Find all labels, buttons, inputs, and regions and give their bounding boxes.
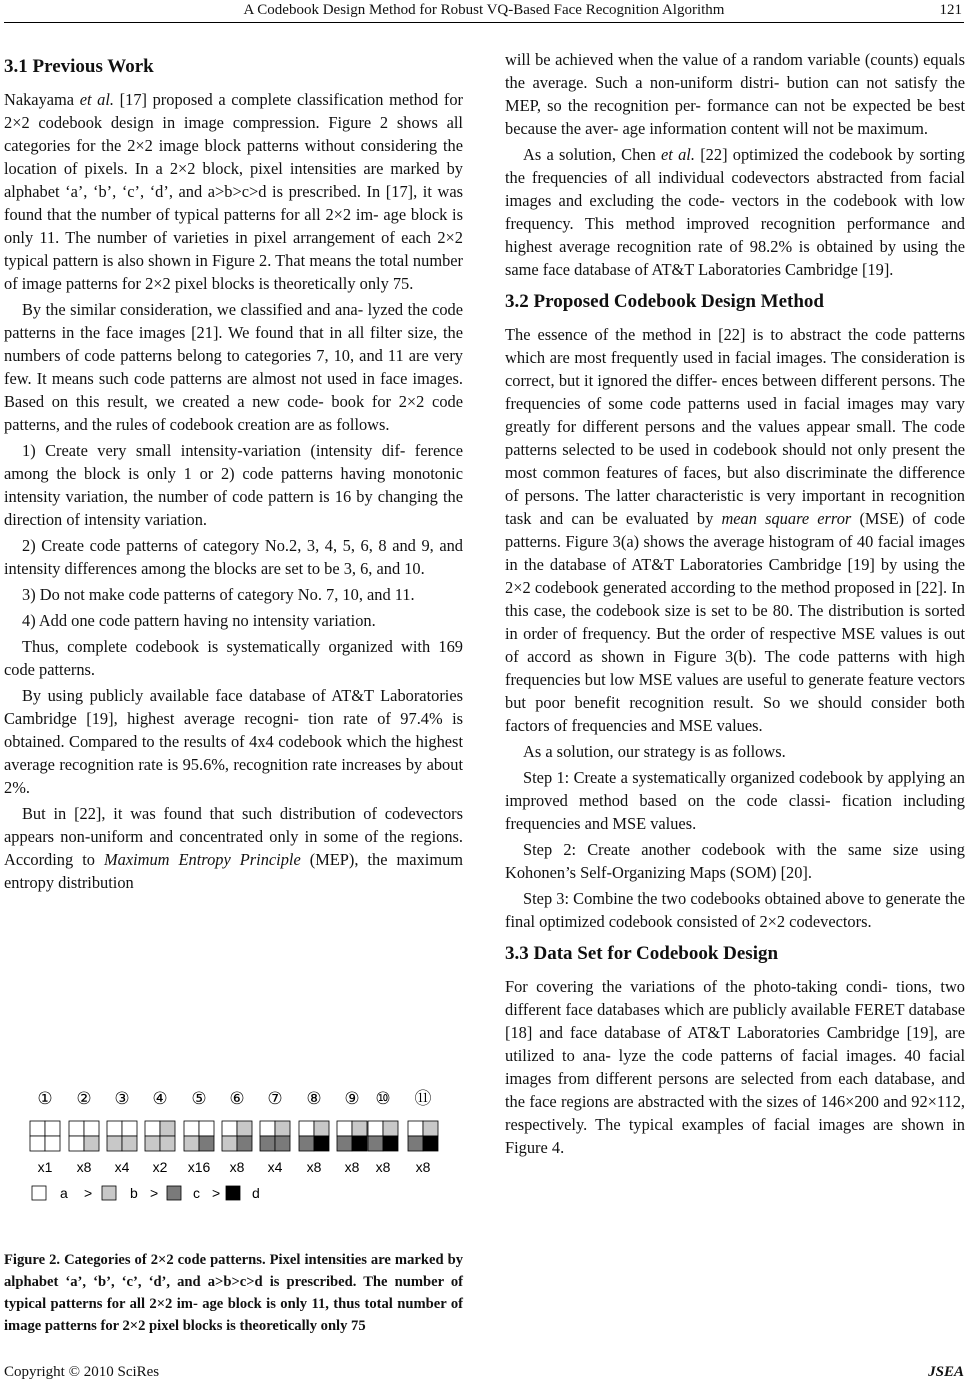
pattern-cell (423, 1136, 438, 1151)
running-title: A Codebook Design Method for Robust VQ-Based Face Recognition Algorithm (243, 2, 725, 18)
legend-swatch (32, 1186, 46, 1200)
pattern-cell (69, 1121, 84, 1136)
pattern-categories-figure (4, 1080, 463, 1230)
page-number: 121 (939, 2, 962, 18)
legend-swatch (102, 1186, 116, 1200)
right-column (505, 48, 965, 1162)
legend-label: b (130, 1185, 138, 1201)
paragraph: Thus, complete codebook is systematically organized with 169 code patterns. (4, 637, 463, 679)
pattern-cell (275, 1121, 290, 1136)
paragraph: Step 1: Create a systematically organized codebook by applying an improved method based on the code classi- fication including frequencies and MSE values. (505, 768, 965, 833)
pattern-cell (122, 1136, 137, 1151)
figure-2-caption: Figure 2. Categories of 2×2 code patterns. Pixel intensities are marked by alphabet ‘a’, ‘b’, ‘c’, ‘d’, and a>b>c>d is prescribed. The number of typical patterns for all 2×2 im- age block is only 11, thus total number of image patterns for 2×2 pixel blocks is theoretically only 75 (4, 1252, 463, 1334)
pattern-cell (69, 1136, 84, 1151)
pattern-cell (145, 1136, 160, 1151)
pattern-cell (237, 1121, 252, 1136)
legend-label: c (193, 1185, 200, 1201)
pattern-count: x8 (344, 1159, 360, 1175)
pattern-cell (84, 1136, 99, 1151)
pattern-cell (260, 1136, 275, 1151)
pattern-cell (184, 1136, 199, 1151)
category-number: ② (76, 1089, 92, 1109)
pattern-cell (275, 1136, 290, 1151)
paragraph: By the similar consideration, we classified and ana- lyzed the code patterns in the face images [21]. We found that in all filter size, the numbers of code patterns belong to categories 7, 10, and 11 are very few. It means such code patterns are almost not used in face images. Based on this result, we created a new code- book for 2×2 code patterns, and the rules of codebook creation are as follows. (4, 300, 463, 434)
category-number: ⑦ (267, 1089, 283, 1109)
pattern-cell (145, 1121, 160, 1136)
legend-label: a (60, 1185, 68, 1201)
pattern-cell (222, 1121, 237, 1136)
pattern-cell (314, 1136, 329, 1151)
pattern-cell (107, 1136, 122, 1151)
legend-label: d (252, 1185, 260, 1201)
paragraph: By using publicly available face database of AT&T Laboratories Cambridge [19], highest average recogni- tion rate of 97.4% is obtained. Compared to the results of 4x4 codebook which the highest average recognition rate is 95.6%, recognition rate increases by about 2%. (4, 686, 463, 797)
left-column (4, 48, 463, 897)
pattern-cell (352, 1136, 367, 1151)
pattern-count: x4 (267, 1159, 283, 1175)
paragraph: will be achieved when the value of a random variable (counts) equals the average. Such a non-uniform distri- bution can not satisfy the MEP, so the recognition per- formance can not be expected be best because the aver- age information content will not be maximum. (505, 50, 965, 138)
pattern-cell (337, 1121, 352, 1136)
paragraph: But in [22], it was found that such distribution of codevectors appears non-uniform and concentrated only in some of the regions. According to Maximum Entropy Principle (MEP), the maximum entropy distribution (4, 804, 464, 892)
paragraph: Step 3: Combine the two codebooks obtained above to generate the final optimized codebook consisted of 2×2 codevectors. (505, 889, 965, 931)
copyright: Copyright © 2010 SciRes (4, 1364, 160, 1380)
pattern-cell (314, 1121, 329, 1136)
category-number: ⑥ (229, 1089, 245, 1109)
paragraph: 4) Add one code pattern having no intensity variation. (22, 611, 376, 630)
pattern-count: x4 (114, 1159, 130, 1175)
paragraph: 2) Create code patterns of category No.2, 3, 4, 5, 6, 8 and 9, and intensity differences among the blocks are set to be 3, 6, and 10. (4, 536, 463, 578)
page-footer (4, 1364, 964, 1384)
pattern-cell (84, 1121, 99, 1136)
category-number: ① (37, 1089, 53, 1109)
pattern-count: x1 (37, 1159, 53, 1175)
category-number: ⑪ (414, 1089, 432, 1109)
pattern-cell (199, 1136, 214, 1151)
pattern-cell (30, 1121, 45, 1136)
pattern-cell (408, 1121, 423, 1136)
legend-label: > (212, 1185, 221, 1201)
section-3-2-heading: 3.2 Proposed Codebook Design Method (505, 291, 824, 312)
journal-name: JSEA (928, 1364, 964, 1380)
paragraph: 1) Create very small intensity-variation (intensity dif- ference among the block is only 1 or 2) code patterns having monotonic intensity variation, the number of code pattern is 16 by changing the direction of intensity variation. (4, 441, 463, 529)
legend-swatch (226, 1186, 240, 1200)
pattern-cell (368, 1121, 383, 1136)
paragraph: Step 2: Create another codebook with the same size using Kohonen’s Self-Organizing Maps (SOM) [20]. (505, 840, 965, 882)
pattern-cell (184, 1121, 199, 1136)
pattern-cell (337, 1136, 352, 1151)
pattern-count: x8 (306, 1159, 322, 1175)
section-3-1-heading: 3.1 Previous Work (4, 56, 154, 77)
pattern-count: x8 (76, 1159, 92, 1175)
pattern-count: x8 (415, 1159, 431, 1175)
pattern-cell (408, 1136, 423, 1151)
paragraph: 3) Do not make code patterns of category No. 7, 10, and 11. (22, 585, 415, 604)
pattern-cell (383, 1121, 398, 1136)
pattern-cell (45, 1136, 60, 1151)
pattern-cell (122, 1121, 137, 1136)
pattern-cell (45, 1121, 60, 1136)
figure-2 (4, 1080, 463, 1230)
category-number: ④ (152, 1089, 168, 1109)
section-3-3-heading: 3.3 Data Set for Codebook Design (505, 943, 779, 964)
pattern-cell (299, 1136, 314, 1151)
pattern-cell (30, 1136, 45, 1151)
paragraph: As a solution, our strategy is as follows. (523, 742, 786, 761)
pattern-cell (199, 1121, 214, 1136)
legend-label: > (84, 1185, 93, 1201)
paragraph: Nakayama et al. [17] proposed a complete classification method for 2×2 codebook design in image compression. Figure 2 shows all categories for the 2×2 image block patterns without considering the location of pixels. In a 2×2 block, pixel intensities are marked by alphabet ‘a’, ‘b’, ‘c’, ‘d’, and a>b>c>d is prescribed. In [17], it was found that the number of typical patterns for all 2×2 im- age block is only 11. The number of varieties in pixel arrangement of each 2×2 typical pattern is also shown in Figure 2. That means the total number of image patterns for 2×2 pixel blocks is theoretically only 75. (4, 90, 463, 293)
category-number: ③ (114, 1089, 130, 1109)
legend-label: > (150, 1185, 159, 1201)
pattern-count: x16 (187, 1159, 211, 1175)
header-rule (4, 22, 964, 23)
category-number: ⑤ (191, 1089, 207, 1109)
category-number: ⑧ (306, 1089, 322, 1109)
legend-swatch (167, 1186, 181, 1200)
category-number: ⑩ (375, 1089, 391, 1109)
paragraph: For covering the variations of the photo-taking condi- tions, two different face databases which are publicly available FERET database [18] and face database of AT&T Laboratories Cambridge [19], are utilized to ana- lyze the code patterns of facial images. 40 facial images from different persons are selected from each database, and the face regions are abstracted with the sizes of 146×200 and 92×112, respectively. The typical examples of facial images are shown in Figure 4. (505, 977, 965, 1157)
pattern-cell (107, 1121, 122, 1136)
pattern-cell (423, 1121, 438, 1136)
paragraph: The essence of the method in [22] is to abstract the code patterns which are most frequently used in facial images. The consideration is correct, but it ignored the differ- ences between different persons. The frequencies of some code patterns used in facial images may vary greatly for different persons and the values appear small. The code patterns selected to be used in codebook should not only present the most common features of faces, but also discriminate the difference of persons. The latter characteristic is very important in recognition task and can be evaluated by mean square error (MSE) of code patterns. Figure 3(a) shows the average histogram of 40 facial images in the database of AT&T Laboratories Cambridge [19] by using the 2×2 codebook generated according to the method proposed in [22]. In this case, the codebook size is set to be 80. The distribution is sorted in order of frequency. But the order of respective MSE values is out of accord as shown in Figure 3(b). The code patterns with high frequencies but low MSE values are useful to generate feature vectors but poor benefit recognition result. So we should consider both factors of frequencies and MSE values. (505, 325, 965, 735)
paragraph: As a solution, Chen et al. [22] optimized the codebook by sorting the frequencies of all individual codevectors abstracted from facial images and excluding the code- vectors in the codebook with low frequency. This method improved recognition performance and highest average recognition rate of 98.2% is obtained by using the same face database of AT&T Laboratories Cambridge [19]. (505, 145, 966, 279)
pattern-cell (260, 1121, 275, 1136)
pattern-cell (299, 1121, 314, 1136)
pattern-cell (222, 1136, 237, 1151)
pattern-cell (160, 1121, 175, 1136)
pattern-count: x8 (229, 1159, 245, 1175)
pattern-cell (383, 1136, 398, 1151)
pattern-cell (160, 1136, 175, 1151)
pattern-cell (237, 1136, 252, 1151)
pattern-cell (368, 1136, 383, 1151)
category-number: ⑨ (344, 1089, 360, 1109)
pattern-count: x8 (375, 1159, 391, 1175)
page-header (0, 0, 968, 24)
pattern-count: x2 (152, 1159, 168, 1175)
pattern-cell (352, 1121, 367, 1136)
